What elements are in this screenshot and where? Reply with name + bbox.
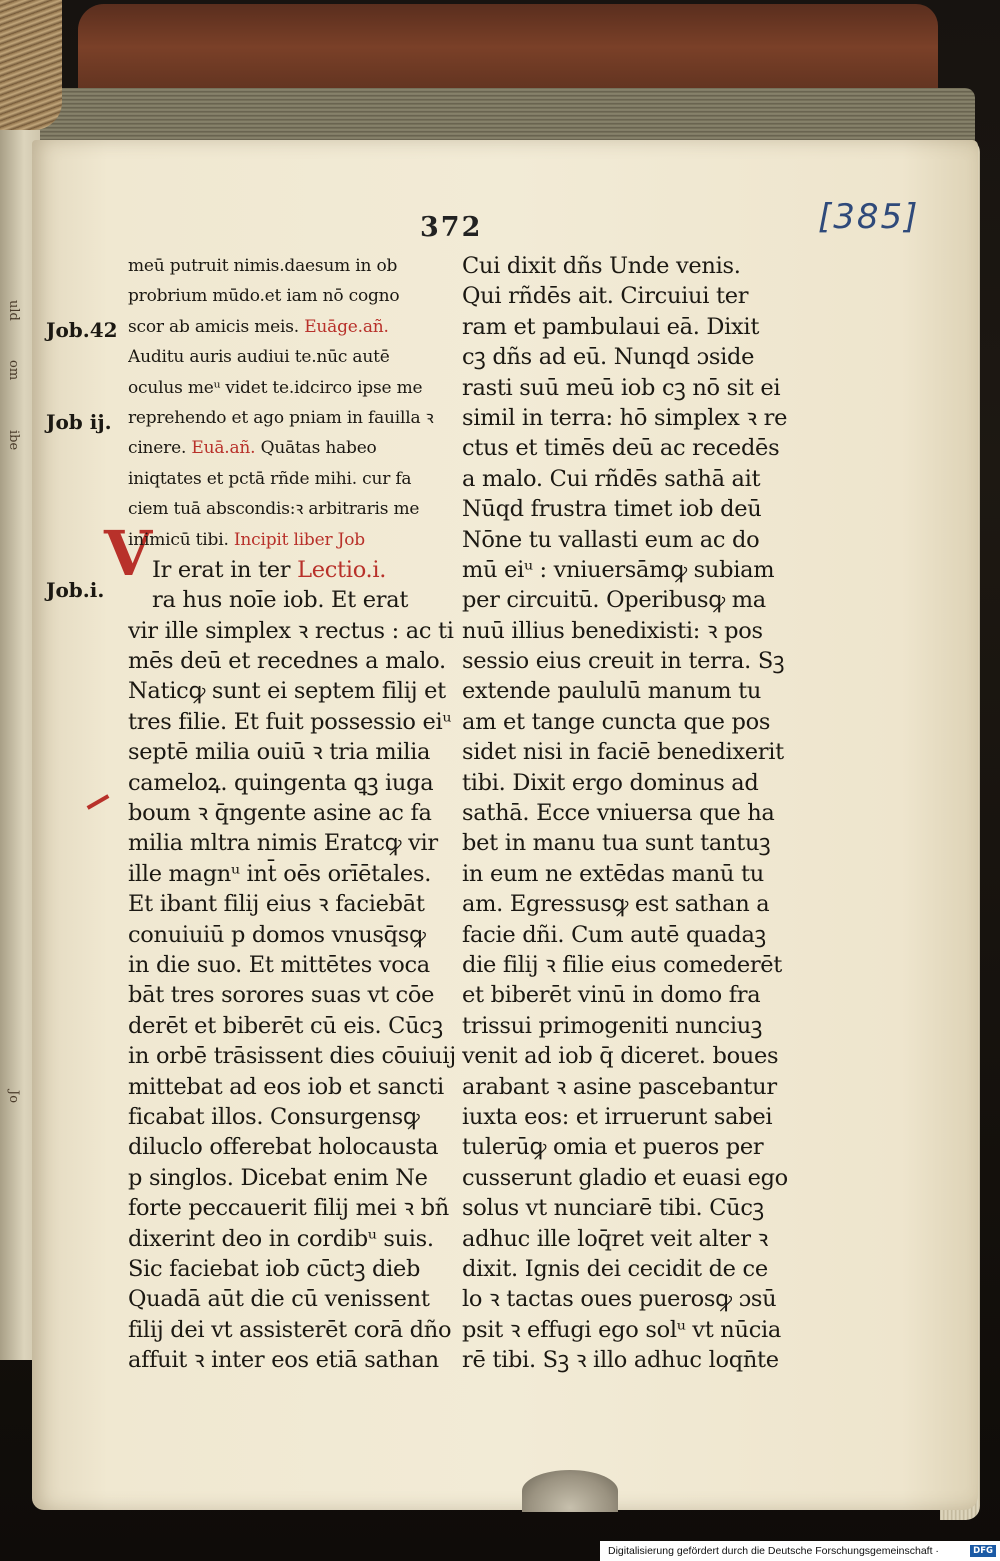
text-line	[128, 798, 458, 828]
line-text: mittebat ad eos iob et sancti	[128, 1073, 444, 1100]
line-text: mēs deū et recednes a malo.	[128, 648, 446, 675]
text-line: Qui rñdēs ait. Circuiui ter	[462, 283, 749, 310]
line-text: ciem tuā abscondis:ꝛ arbitraris me	[128, 499, 420, 520]
text-line: rasti suū meū iob cꝫ nō sit ei	[462, 374, 781, 401]
text-line: lo ꝛ tactas oues puerosꝙ ɔsū	[462, 1286, 777, 1313]
text-line: ram et pambulaui eā. Dixit	[462, 313, 760, 340]
dfg-logo: DFG	[970, 1545, 996, 1557]
sliver-note: uld	[6, 300, 21, 321]
line-text: inimicū tibi.	[128, 529, 229, 550]
text-line	[128, 1193, 458, 1223]
sliver-note: Jo	[6, 1090, 21, 1104]
text-line	[128, 433, 458, 463]
text-line: psit ꝛ effugi ego solᵘ vt nūcia	[462, 1316, 782, 1343]
line-text: septē milia ouiū ꝛ tria milia	[128, 739, 431, 766]
rubric: Incipit liber Job	[233, 529, 365, 550]
line-text: ille magnᵘ int̄ oēs orīētales.	[128, 860, 432, 887]
line-text: boum ꝛ q̄ngente asine ac fa	[128, 800, 432, 827]
text-line	[128, 1102, 458, 1132]
line-text: vir ille simplex ꝛ rectus : ac ti	[128, 617, 454, 644]
footer-text: Digitalisierung gefördert durch die Deutsche Forschungsgemeinschaft ·	[608, 1545, 939, 1557]
text-line	[128, 1224, 458, 1254]
line-text: cameloꝝ. quingenta ꝗꝫ iuga	[128, 769, 434, 796]
text-line	[128, 980, 458, 1010]
line-text: Naticꝙ sunt ei septem filij et	[128, 678, 446, 705]
text-line	[128, 889, 458, 919]
text-line	[128, 494, 458, 524]
text-line	[128, 1254, 458, 1284]
text-line	[128, 342, 458, 372]
line-text: probrium mūdo.et iam nō cogno	[128, 286, 400, 307]
text-line: et biberēt vinū in domo fra	[462, 982, 761, 1009]
text-line	[128, 707, 458, 737]
text-line: tulerūꝙ omia et pueros per	[462, 1134, 764, 1161]
text-line: extende paululū manum tu	[462, 678, 762, 705]
line-text: forte peccauerit filij mei ꝛ bñ	[128, 1195, 449, 1222]
text-line	[128, 828, 458, 858]
line-text: bāt tres sorores suas vt cōe	[128, 982, 435, 1009]
text-line: per circuitū. Operibusꝙ ma	[462, 587, 766, 614]
right-text-column	[462, 251, 792, 1375]
margin-gloss: Job ij.	[46, 410, 112, 434]
line-text: Ir erat in ter	[152, 556, 291, 583]
text-line: Nōne tu vallasti eum ac do	[462, 526, 760, 553]
text-line	[128, 373, 458, 403]
line-text: milia mltra nimis Eratcꝙ vir	[128, 830, 438, 857]
sliver-note: ibe	[6, 430, 21, 451]
text-line: Cui dixit dñs Unde venis.	[462, 253, 741, 279]
text-line: a malo. Cui rñdēs sathā ait	[462, 465, 761, 492]
line-text: Quadā aūt die cū venissent	[128, 1286, 430, 1313]
line-text: oculus meᵘ videt te.idcirco ipse me	[128, 377, 423, 398]
text-line: rē tibi. Sꝫ ꝛ illo adhuc loqn̄te	[462, 1347, 779, 1374]
line-text: iniqtates et pctā rñde mihi. cur fa	[128, 468, 412, 489]
text-line: ctus et timēs deū ac recedēs	[462, 435, 780, 462]
rubric: Euāge.añ.	[304, 316, 389, 337]
text-line: tibi. Dixit ergo dominus ad	[462, 769, 759, 796]
text-line: dixit. Ignis dei cecidit de ce	[462, 1255, 768, 1282]
text-line	[128, 525, 458, 555]
margin-gloss: Job.42	[46, 318, 118, 342]
line-text: conuiuiū p domos vnusq̄sꝙ	[128, 921, 426, 948]
line-text: ra hus noīe iob. Et erat	[152, 587, 409, 614]
text-line: adhuc ille loq̄ret veit alter ꝛ	[462, 1225, 768, 1252]
text-line: sessio eius creuit in terra. Sꝫ	[462, 648, 785, 675]
text-line	[128, 1041, 458, 1071]
text-line	[128, 616, 458, 646]
text-line	[128, 646, 458, 676]
text-line	[128, 464, 458, 494]
line-text: diluclo offerebat holocausta	[128, 1134, 439, 1161]
text-line: solus vt nunciarē tibi. Cūcꝫ	[462, 1195, 764, 1222]
text-line	[128, 251, 458, 281]
text-line: sathā. Ecce vniuersa que ha	[462, 800, 775, 827]
text-line	[128, 1315, 458, 1345]
text-line	[128, 403, 458, 433]
text-line	[128, 737, 458, 767]
line-text: tres filie. Et fuit possessio eiᵘ	[128, 708, 452, 735]
line-text: dixerint deo in cordibᵘ suis.	[128, 1225, 434, 1252]
text-line	[128, 676, 458, 706]
line-text: Et ibant filij eius ꝛ faciebāt	[128, 891, 425, 918]
line-text: in die suo. Et mittētes voca	[128, 951, 430, 978]
text-line: arabant ꝛ asine pascebantur	[462, 1073, 777, 1100]
digitization-footer	[600, 1541, 1000, 1561]
text-line: cꝫ dñs ad eū. Nunqd ɔside	[462, 344, 755, 371]
decorated-initial: V	[104, 517, 153, 590]
text-line	[128, 859, 458, 889]
line-text: meū putruit nimis.daesum in ob	[128, 256, 398, 276]
text-line: simil in terra: hō simplex ꝛ re	[462, 404, 788, 431]
book-cover-board	[78, 4, 938, 100]
text-line: venit ad iob q̄ diceret. boues	[462, 1043, 779, 1070]
page-number: 372	[420, 212, 483, 243]
line-text: ficabat illos. Consurgensꝙ	[128, 1103, 420, 1130]
text-line: cusserunt gladio et euasi ego	[462, 1164, 788, 1191]
text-line: in eum ne extēdas manū tu	[462, 860, 764, 887]
text-line: trissui primogeniti nunciuꝫ	[462, 1012, 763, 1039]
line-text: Sic faciebat iob cūctꝫ dieb	[128, 1255, 421, 1282]
text-line	[128, 1011, 458, 1041]
text-line	[128, 920, 458, 950]
text-line: facie dñi. Cum autē quadaꝫ	[462, 921, 766, 948]
rubric: Lectio.i.	[297, 556, 387, 583]
line-text: derēt et biberēt cū eis. Cūcꝫ	[128, 1012, 443, 1039]
binding-stitching	[0, 0, 62, 130]
text-line	[128, 555, 458, 585]
text-line: die filij ꝛ filie eius comederēt	[462, 951, 783, 978]
line-text: Auditu auris audiui te.nūc autē	[128, 347, 390, 368]
text-line: mū eiᵘ : vniuersāmꝙ subiam	[462, 556, 775, 583]
text-line: iuxta eos: et irruerunt sabei	[462, 1103, 773, 1130]
book-clasp	[522, 1470, 618, 1512]
text-line: bet in manu tua sunt tantuꝫ	[462, 830, 771, 857]
text-line: Nūqd frustra timet iob deū	[462, 496, 762, 523]
sliver-note: om	[6, 360, 21, 381]
line-text: in orbē trāsissent dies cōuiuij	[128, 1043, 456, 1070]
line-text: affuit ꝛ inter eos etiā sathan	[128, 1347, 439, 1374]
line-text: Quātas habeo	[260, 438, 377, 459]
text-line	[128, 768, 458, 798]
text-line	[128, 1163, 458, 1193]
text-line	[128, 1345, 458, 1375]
line-text: cinere.	[128, 438, 187, 459]
text-line	[128, 1072, 458, 1102]
line-text: filij dei vt assisterēt corā dño	[128, 1316, 452, 1343]
text-line: am et tange cuncta que pos	[462, 708, 771, 735]
text-line	[128, 1132, 458, 1162]
text-line: nuū illius benedixisti: ꝛ pos	[462, 617, 763, 644]
text-line	[128, 281, 458, 311]
rubric: Euā.añ.	[191, 438, 256, 459]
text-line	[128, 312, 458, 342]
line-text: p singlos. Dicebat enim Ne	[128, 1164, 428, 1191]
text-line	[128, 950, 458, 980]
text-line	[128, 1284, 458, 1314]
shelfmark-annotation: [385]	[818, 197, 920, 237]
text-line: am. Egressusꝙ est sathan a	[462, 891, 770, 918]
text-line	[128, 585, 458, 615]
line-text: scor ab amicis meis.	[128, 316, 299, 337]
margin-gloss: Job.i.	[46, 578, 105, 602]
left-text-column	[128, 251, 458, 1375]
text-line: sidet nisi in faciē benedixerit	[462, 739, 784, 766]
line-text: reprehendo et ago pniam in fauilla ꝛ	[128, 407, 434, 428]
